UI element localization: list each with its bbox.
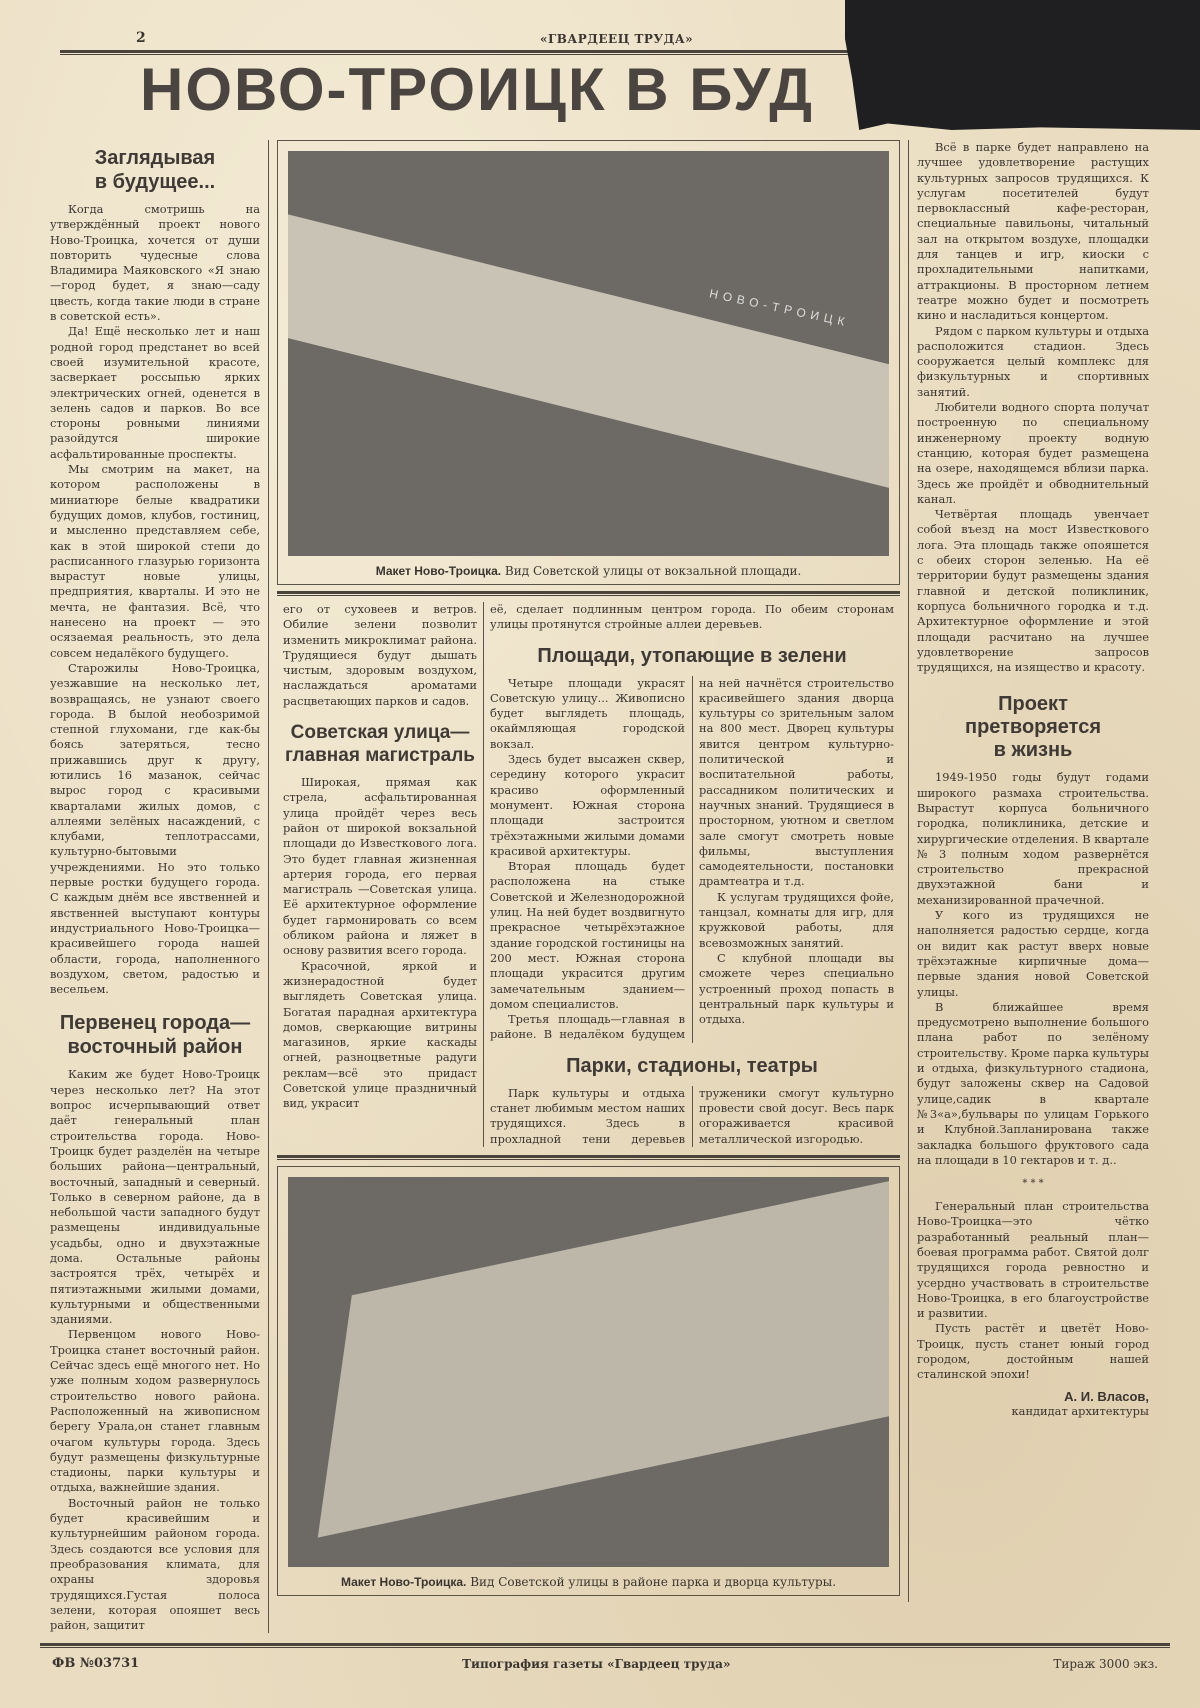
paragraph: Да! Ещё несколько лет и наш родной город предстанет во всей своей изумительной красоте, засверкает россыпью ярких электрических огней, оденется в зелень садов и парков. Во все стороны ровными линиями разойдутся широкие асфальтированные проспекты. <box>50 324 260 461</box>
footer-row <box>40 1648 1170 1671</box>
paragraph: Пусть растёт и цветёт Ново-Троицк, пусть станет юный город городом, достойным нашей сталинской эпохи! <box>917 1321 1149 1382</box>
article6-title-line2: претворяется <box>964 716 1101 739</box>
article6-title-line3: в жизнь <box>993 739 1073 762</box>
paragraph: Красочной, яркой и жизнерадостной будет выглядеть Советская улица. Богатая парадная архитектура домов, сверкающие витрины магазинов, яркие каскады огней, разноцветные радуги реклам—всё это придаст Советской улице праздничный вид, украсит <box>283 958 477 1111</box>
article1-title-line1: Заглядывая <box>94 147 216 169</box>
article4-title: Площади, утопающие в зелени <box>537 644 847 667</box>
article2-continuation <box>283 602 477 709</box>
article6-title-line1: Проект <box>998 693 1068 716</box>
paragraph: Восточный район не только будет красивейшим и культурнейшим районом города. Здесь создаются все условия для преобразования климата, для охраны здоровья трудящихся.Густая полоса зелени, которая опояшет весь район, защитит <box>50 1495 260 1633</box>
middle-columns <box>269 140 909 1602</box>
paragraph: Парк культуры и отдыха станет любимым местом наших трудящихся. Здесь в прохладной тени деревьев труженики смогут культурно провести свой досуг. Весь парк огораживается красивой металлической изгородью. <box>490 1085 894 1146</box>
paragraph: Первенцом нового Ново-Троицка станет восточный район. Сейчас здесь ещё многого нет. Но уже полным ходом развернулось строительство нового района. Расположенный на живописном берегу Урала,он станет главным очагом культуры города. Здесь будут размещены физкультурные стадионы, парки культуры и отдыха, важнейшие здания. <box>50 1327 260 1495</box>
caption-text: Вид Советской улицы от вокзальной площади. <box>504 564 802 578</box>
article5-body-start <box>490 1086 894 1147</box>
paragraph: Третья площадь—главная в районе. В недалёком будущем на ней начнётся строительство красивейшего здания дворца культуры со зрительным залом на 800 мест. Дворец культуры явится центром культурно-политической и воспитательной работы, рассадником политических и научных знаний. Трудящиеся в просторном, уютном и светлом зале смогут смотреть новые фильмы, выступления самодеятельности, постановки драмтеатра и т.д. <box>490 675 894 1042</box>
article3-continuation <box>490 602 894 633</box>
article3-title-line1: Советская улица— <box>290 722 470 744</box>
paragraph: Всё в парке будет направлено на лучшее удовлетворение растущих культурных запросов трудящихся. К услугам посетителей будут первоклассный кафе-ресторан, специальные павильоны, читальный зал на открытом воздухе, площадки для танцев и игр, киоски с прохладительными напитками, аттракционы. В просторном летнем театре можно будет и посмотреть кино и насладиться концертом. <box>917 140 1149 323</box>
masthead: «ГВАРДЕЕЦ ТРУДА» <box>540 32 694 46</box>
paragraph: его от суховеев и ветров. Обилие зелени позволит изменить микроклимат района. Трудящиеся будут дышать чистым, здоровым воздухом, наслаждаться ароматами расцветающих парков и садов. <box>283 602 477 708</box>
paragraph: Мы смотрим на макет, на котором расположены в миниатюре белые квадратики будущих домов, клубов, гостиниц, и мысленно представляем себе, как в этой широкой степи до расписанного глазурью горизонта вырастут новые улицы, предприятия, кварталы. И это не мечта, не фантазия. Всё, что нанесено на проект — это осязаемая реальность, это дела совсем недалёкого будущего. <box>50 462 260 660</box>
article5-title: Парки, стадионы, театры <box>566 1054 818 1077</box>
article3-title-line2: главная магистраль <box>285 745 475 767</box>
section-rule <box>277 1155 900 1160</box>
page-footer <box>40 1643 1170 1671</box>
main-headline: НОВО-ТРОИЦК В БУД <box>140 56 814 123</box>
paragraph: К услугам трудящихся фойе, танцзал, комнаты для игр, для кружковой работы, для всевозможных занятий. <box>699 889 894 950</box>
article6-body <box>917 770 1149 1168</box>
column-4 <box>909 140 1149 1419</box>
caption-bold: Макет Ново-Троицка. <box>340 1574 467 1589</box>
paragraph: Любители водного спорта получат построенную по специальному инженерному проекту водную станцию, которая будет размещена на озере, находящемся вблизи парка. Здесь же пройдёт и обводнительный канал. <box>917 400 1149 506</box>
photo-caption-bottom <box>288 1575 889 1589</box>
article1-title <box>50 146 260 194</box>
article3-body <box>283 775 477 1112</box>
paragraph: Четыре площади украсят Советскую улицу... Живописно будет выглядеть площадь, окаймляющая городской вокзал. <box>490 675 685 751</box>
paragraph: Старожилы Ново-Троицка, уезжавшие на несколько лет, возвращаясь, не узнают своего города. В былой необозримой степной глухомани, где как-бы боясь затеряться, тесно прижавшись друг к другу, ютились 16 мазанок, сейчас вырос город с красивыми кварталами жилых домов, с аллеями зелёных насаждений, с клубами, теплотрассами, культурно-бытовыми учреждениями. Но это только первые ростки будущего города. С каждым днём все явственней и явственней выступают контуры индустриального Ново-Троицка—красивейшего города нашей области, города, наполненного воздухом, светом, радостью и весельем. <box>50 660 260 997</box>
model-street-band <box>288 211 889 511</box>
article6-title <box>917 693 1149 762</box>
model-label: НОВО-ТРОИЦК <box>708 286 851 330</box>
paragraph: Четвёртая площадь увенчает собой въезд на мост Известкового лога. Эта площадь также опояшется с обеих сторон зеленью. На её территории будут размещены здания главной и детской поликлиник, корпуса больничного городка и т.д. Архитектурное оформление и этой площади расчитано на лучшее удовлетворение запросов трудящихся, на изящество и красоту. <box>917 507 1149 675</box>
paragraph: Здесь будет высажен сквер, середину которого украсит красиво оформленный монумент. Южная сторона площади застроится трёхэтажными жилыми домами красивой архитектуры. <box>490 752 685 858</box>
article2-title <box>50 1011 260 1059</box>
column-2 <box>277 602 483 1112</box>
caption-bold: Макет Ново-Троицка. <box>375 564 502 578</box>
author-title: кандидат архитектуры <box>1011 1403 1149 1418</box>
article2-body <box>50 1067 260 1633</box>
article4-body <box>490 676 894 1043</box>
article3-title <box>283 721 477 767</box>
footer-printer: Типография газеты «Гвардеец труда» <box>462 1656 731 1671</box>
paragraph: У кого из трудящихся не наполняется радостью сердце, когда он видит как растут вверх новые трёхэтажные кирпичные дома—первые здания новой Советской улицы. <box>917 908 1149 999</box>
paragraph: Рядом с парком культуры и отдыха расположится стадион. Здесь сооружается целый комплекс для физкультурных и спортивных занятий. <box>917 323 1149 399</box>
torn-edge-top <box>845 0 1200 130</box>
author-name: А. И. Власов, <box>1064 1388 1149 1404</box>
article5-body <box>917 140 1149 675</box>
model-blocks <box>318 1177 889 1538</box>
column-3 <box>483 602 900 1147</box>
paragraph: С клубной площади вы сможете через специально устроенный проход попасть в центральный парк культуры и отдыха. <box>699 950 894 1027</box>
page-header <box>0 0 1200 140</box>
paragraph: Генеральный план строительства Ново-Троицка—это чётко разработанный реальный план—боевая программа работ. Святой долг трудящихся города ревностно и усердно участвовать в строительстве Ново-Троицка, в его благоустройстве и развитии. <box>917 1199 1149 1321</box>
footer-code: ФВ №03731 <box>52 1656 140 1672</box>
article6-closing <box>917 1199 1149 1383</box>
column-1 <box>50 140 269 1633</box>
middle-text-row <box>277 602 900 1147</box>
article2-title-line2: восточный район <box>67 1036 243 1059</box>
paragraph: 1949-1950 годы будут годами широкого размаха строительства. Вырастут корпуса больничного городка, поликлиника, детские и хирургические отделения. В квартале №3 полным ходом развернётся строительство прекрасной двухэтажной бани и механизированной прачечной. <box>917 770 1149 907</box>
page-number: 2 <box>136 30 146 46</box>
paragraph: Вторая площадь будет расположена на стыке Советской и Железнодорожной улиц. На ней будет воздвигнуто прекрасное четырёхэтажное здание городской гостиницы на 200 мест. Южная сторона площади украсится другим замечательным зданием—домом специалистов. <box>490 859 685 1011</box>
photo-frame-top <box>277 140 900 585</box>
city-model-photo-bottom <box>288 1177 889 1567</box>
article1-title-line2: в будущее... <box>94 171 216 193</box>
paragraph: В ближайшее время предусмотрено выполнение большого плана работ по зелёному строительству. Кроме парка культуры и отдыха, физкультурного стадиона, будут заложены сквер на Садовой улице,садик в квартале №3«а»,бульвары по улицам Горького и Клубной.Запланирована также закладка большого фруктового сада на площади в 10 гектаров и т. д.. <box>917 999 1149 1167</box>
photo-bottom-rule <box>277 591 900 596</box>
footer-circulation: Тираж 3000 экз. <box>1053 1656 1158 1671</box>
city-model-photo-top <box>288 151 889 556</box>
paragraph: Когда смотришь на утверждённый проект нового Ново-Троицка, хочется от души повторить чудесные слова Владимира Маяковского «Я знаю—город будет, я знаю—саду цвесть, когда такие люди в стране в советской есть». <box>50 202 260 324</box>
paragraph: Каким же будет Ново-Троицк через несколько лет? На этот вопрос исчерпывающий ответ даёт генеральный план строительства города. Ново-Троицк будет разделён на четыре больших района—центральный, восточный, западный и северный. Только в северном районе, да в небольшой части западного будут размещены индивидуальные усадьбы, одно и двухэтажные дома. Остальные районы застроятся трёх, четырёх и пятиэтажными жилыми домами, культурными и общественными зданиями. <box>50 1067 260 1327</box>
photo-caption-top <box>288 564 889 578</box>
photo-frame-bottom <box>277 1166 900 1596</box>
paragraph: Широкая, прямая как стрела, асфальтированная улица пройдёт через весь район от широкой вокзальной площади до Известкового лога. Это будет главная жизненная артерия города, его первая магистраль —Советская улица. Её архитектурное оформление будет гармонировать со всем обликом района и ляжет в основу развития всего города. <box>283 775 477 958</box>
article2-title-line1: Первенец города— <box>59 1012 251 1035</box>
paragraph: её, сделает подлинным центром города. По обеим сторонам улицы протянутся стройные аллеи деревьев. <box>490 602 894 632</box>
article1-body <box>50 202 260 997</box>
caption-text: Вид Советской улицы в районе парка и дворца культуры. <box>470 1574 837 1589</box>
page-columns <box>0 140 1200 1633</box>
separator-stars: * * * <box>1022 1178 1044 1190</box>
